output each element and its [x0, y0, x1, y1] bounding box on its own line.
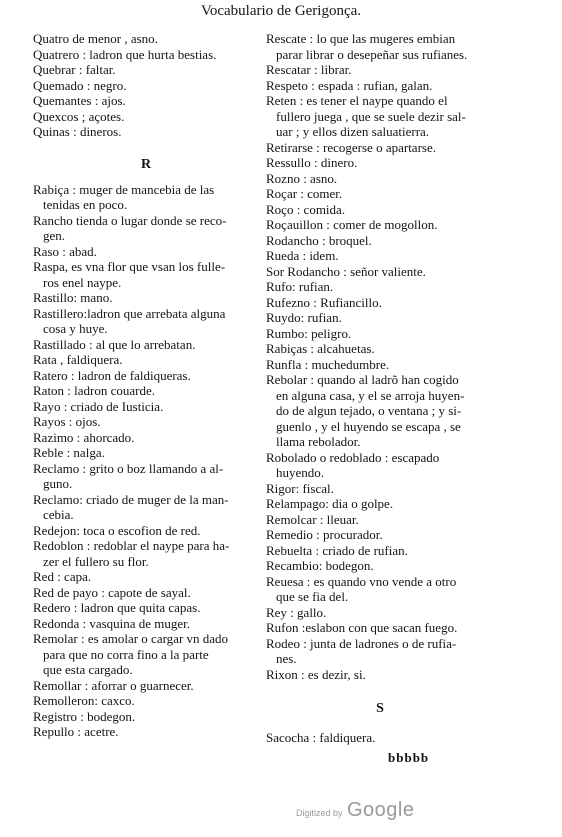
entry-headline: Recambio: bodegon.: [266, 558, 374, 573]
entry-headline: Rodancho : broquel.: [266, 232, 372, 248]
dictionary-entry: [266, 78, 494, 94]
entry-headline: Redonda : vasquina de muger.: [33, 615, 191, 631]
entry-headline: Remollar : aforrar o guarnecer.: [33, 677, 194, 693]
dictionary-entry: [266, 326, 494, 342]
entry-headline: Redejon: toca o escofion de red.: [33, 522, 201, 538]
entry-headline: Relampago: dia o golpe.: [266, 496, 394, 511]
dictionary-entry: [266, 62, 494, 78]
section-letter-s: S: [376, 701, 384, 716]
entry-continuation: guno.: [43, 476, 73, 491]
dictionary-entry: [266, 543, 494, 559]
entry-headline: Ratero : ladron de faldiqueras.: [33, 367, 191, 383]
entry-headline: Rayos : ojos.: [33, 414, 101, 429]
entry-headline: Rigor: fiscal.: [266, 480, 334, 496]
entry-headline: Rixon : es dezir, si.: [266, 666, 366, 682]
dictionary-entry: [266, 636, 494, 667]
entry-headline: Remedio : procurador.: [266, 527, 383, 542]
entry-headline: Rozno : asno.: [266, 170, 338, 186]
dictionary-entry: [33, 259, 259, 290]
entry-headline: Quexcos ; açotes.: [33, 108, 125, 124]
entry-headline: Rumbo: peligro.: [266, 325, 352, 341]
entry-headline: Remolar : es amolar o cargar vn dado: [33, 631, 229, 646]
dictionary-entry: [266, 171, 494, 187]
entry-headline: Quemado : negro.: [33, 77, 127, 93]
entry-headline: Rodeo : junta de ladrones o de rufia-: [266, 635, 457, 651]
entry-headline: Rabiça : muger de mancebia de las: [33, 181, 215, 197]
entry-headline: Rancho tienda o lugar donde se reco-: [33, 212, 227, 228]
entry-continuation: para que no corra fino a la parte: [43, 646, 209, 662]
entry-headline: Rebuelta : criado de rufian.: [266, 542, 408, 558]
dictionary-entry: [266, 310, 494, 326]
dictionary-entry: [33, 31, 259, 47]
entry-continuation: tenidas en poco.: [43, 197, 128, 212]
dictionary-entry: [266, 217, 494, 233]
entry-headline: Remolleron: caxco.: [33, 693, 135, 708]
dictionary-entry: [33, 600, 259, 616]
entry-continuation: parar librar o desepeñar sus rufianes.: [276, 46, 468, 62]
dictionary-entry: [266, 527, 494, 543]
entry-continuation: cebia.: [43, 507, 74, 522]
entry-headline: Robolado o redoblado : escapado: [266, 449, 440, 465]
dictionary-entry: [266, 279, 494, 295]
right-column: [266, 31, 494, 746]
dictionary-entry: [266, 558, 494, 574]
dictionary-entry: [266, 140, 494, 156]
catchword: bbbbb: [388, 750, 430, 765]
entry-headline: Rebolar : quando al ladrõ han cogido: [266, 372, 459, 387]
dictionary-entry: [266, 233, 494, 249]
entry-headline: Raspa, es vna flor que vsan los fulle-: [33, 259, 226, 274]
dictionary-entry: [33, 414, 259, 430]
left-column: [33, 31, 259, 740]
dictionary-entry: [266, 264, 494, 280]
entry-headline: Rescatar : librar.: [266, 62, 352, 77]
dictionary-entry: [266, 730, 494, 746]
entry-continuation: zer el fullero su flor.: [43, 553, 149, 569]
dictionary-entry: [33, 78, 259, 94]
entry-headline: Quatro de menor , asno.: [33, 31, 158, 46]
entry-headline: Reuesa : es quando vno vende a otro: [266, 573, 457, 589]
dictionary-entry: [33, 244, 259, 260]
entry-headline: Rey : gallo.: [266, 604, 327, 620]
dictionary-entry: [33, 678, 259, 694]
dictionary-entry: [266, 155, 494, 171]
entry-headline: Red : capa.: [33, 569, 92, 584]
entry-headline: Quemantes : ajos.: [33, 93, 126, 108]
dictionary-entry: [33, 368, 259, 384]
entry-headline: Rescate : lo que las mugeres embian: [266, 31, 456, 46]
entry-continuation: que esta cargado.: [43, 662, 133, 677]
entry-headline: Rabiças : alcahuetas.: [266, 341, 375, 356]
dictionary-entry: [266, 186, 494, 202]
entry-headline: Rata , faldiquera.: [33, 352, 123, 367]
entry-continuation: nes.: [276, 651, 297, 666]
dictionary-entry: [266, 202, 494, 218]
dictionary-entry: [33, 182, 259, 213]
right-entries-s: [266, 730, 494, 746]
entry-continuation: ros enel naype.: [43, 274, 122, 290]
right-entries-r: [266, 31, 494, 682]
dictionary-entry: [33, 383, 259, 399]
digitized-by-google-watermark: [296, 799, 414, 822]
dictionary-entry: [266, 481, 494, 497]
dictionary-entry: [33, 709, 259, 725]
dictionary-entry: [33, 399, 259, 415]
left-entries-r: [33, 182, 259, 740]
dictionary-entry: [33, 213, 259, 244]
entry-headline: Rastillado : al que lo arrebatan.: [33, 336, 196, 352]
dictionary-entry: [33, 461, 259, 492]
entry-headline: Sacocha : faldiquera.: [266, 730, 376, 745]
entry-continuation: do de algun tejado, o ventana ; y si-: [276, 403, 462, 418]
entry-headline: Reble : nalga.: [33, 445, 105, 460]
entry-headline: Respeto : espada : rufian, galan.: [266, 77, 433, 93]
entry-headline: Rastillero:ladron que arrebata alguna: [33, 305, 226, 321]
dictionary-entry: [33, 124, 259, 140]
dictionary-entry: [33, 47, 259, 63]
dictionary-entry: [33, 538, 259, 569]
watermark-prefix: Digitized by: [296, 808, 343, 818]
entry-headline: Raton : ladron couarde.: [33, 383, 156, 398]
entry-headline: Ruydo: rufian.: [266, 310, 342, 325]
running-head: Vocabulario de Gerigonça.: [200, 3, 362, 19]
entry-headline: Repullo : acetre.: [33, 724, 119, 739]
dictionary-entry: [33, 724, 259, 740]
dictionary-entry: [266, 93, 494, 140]
entry-headline: Rufon :eslabon con que sacan fuego.: [266, 620, 458, 635]
entry-headline: Rufo: rufian.: [266, 279, 334, 294]
dictionary-entry: [266, 620, 494, 636]
entry-continuation: que se fia del.: [276, 589, 349, 604]
section-letter-r: R: [140, 156, 152, 172]
entry-continuation: llama rebolador.: [276, 434, 361, 449]
dictionary-entry: [33, 569, 259, 585]
entry-headline: Rastillo: mano.: [33, 290, 113, 305]
entry-headline: Redero : ladron que quita capas.: [33, 600, 201, 615]
entry-headline: Reclamo : grito o boz llamando a al-: [33, 460, 224, 476]
dictionary-entry: [33, 430, 259, 446]
dictionary-entry: [266, 295, 494, 311]
dictionary-entry: [266, 574, 494, 605]
entry-continuation: gen.: [43, 228, 66, 243]
dictionary-entry: [33, 93, 259, 109]
dictionary-entry: [33, 109, 259, 125]
entry-headline: Reclamo: criado de muger de la man-: [33, 491, 229, 507]
entry-continuation: fullero juega , que se suele dezir sal-: [276, 108, 466, 124]
entry-headline: Quebrar : faltar.: [33, 62, 116, 77]
entry-continuation: uar ; y ellos dizen saluatierra.: [276, 124, 430, 139]
dictionary-entry: [33, 445, 259, 461]
dictionary-entry: [266, 450, 494, 481]
dictionary-entry: [33, 631, 259, 678]
entry-headline: Remolcar : lleuar.: [266, 511, 359, 527]
entry-headline: Quinas : dineros.: [33, 124, 122, 139]
entry-headline: Sor Rodancho : señor valiente.: [266, 263, 426, 279]
entry-headline: Roçar : comer.: [266, 186, 343, 201]
dictionary-entry: [266, 512, 494, 528]
entry-headline: Roço : comida.: [266, 201, 346, 217]
entry-headline: Redoblon : redoblar el naype para ha-: [33, 538, 230, 553]
dictionary-entry: [33, 62, 259, 78]
dictionary-entry: [266, 248, 494, 264]
dictionary-entry: [33, 523, 259, 539]
entry-continuation: cosa y huye.: [43, 321, 108, 336]
entry-headline: Reten : es tener el naype quando el: [266, 93, 448, 108]
dictionary-entry: [266, 667, 494, 683]
dictionary-entry: [266, 605, 494, 621]
dictionary-entry: [33, 290, 259, 306]
dictionary-entry: [33, 693, 259, 709]
entry-headline: Razimo : ahorcado.: [33, 429, 135, 445]
dictionary-entry: [33, 492, 259, 523]
entry-continuation: huyendo.: [276, 465, 325, 480]
entry-headline: Roçauillon : comer de mogollon.: [266, 217, 438, 232]
entry-headline: Ressullo : dinero.: [266, 155, 358, 170]
dictionary-entry: [33, 337, 259, 353]
entry-headline: Raso : abad.: [33, 243, 97, 259]
dictionary-entry: [266, 372, 494, 450]
google-logo-text: Google: [346, 799, 415, 821]
dictionary-entry: [33, 585, 259, 601]
entry-headline: Registro : bodegon.: [33, 708, 136, 724]
entry-headline: Rueda : idem.: [266, 248, 339, 263]
entry-continuation: en alguna casa, y el se arroja huyen-: [276, 387, 465, 403]
entry-headline: Rayo : criado de Iusticia.: [33, 398, 164, 414]
dictionary-entry: [266, 31, 494, 62]
dictionary-entry: [33, 352, 259, 368]
entry-headline: Quatrero : ladron que hurta bestias.: [33, 46, 217, 62]
dictionary-entry: [266, 496, 494, 512]
entry-headline: Red de payo : capote de sayal.: [33, 584, 191, 600]
entry-continuation: guenlo , y el huyendo se escapa , se: [276, 418, 461, 434]
dictionary-entry: [33, 306, 259, 337]
left-entries-q: [33, 31, 259, 140]
dictionary-entry: [266, 341, 494, 357]
entry-headline: Retirarse : recogerse o apartarse.: [266, 139, 436, 155]
entry-headline: Rufezno : Rufiancillo.: [266, 294, 382, 310]
dictionary-entry: [266, 357, 494, 373]
dictionary-entry: [33, 616, 259, 632]
entry-headline: Runfla : muchedumbre.: [266, 356, 390, 372]
